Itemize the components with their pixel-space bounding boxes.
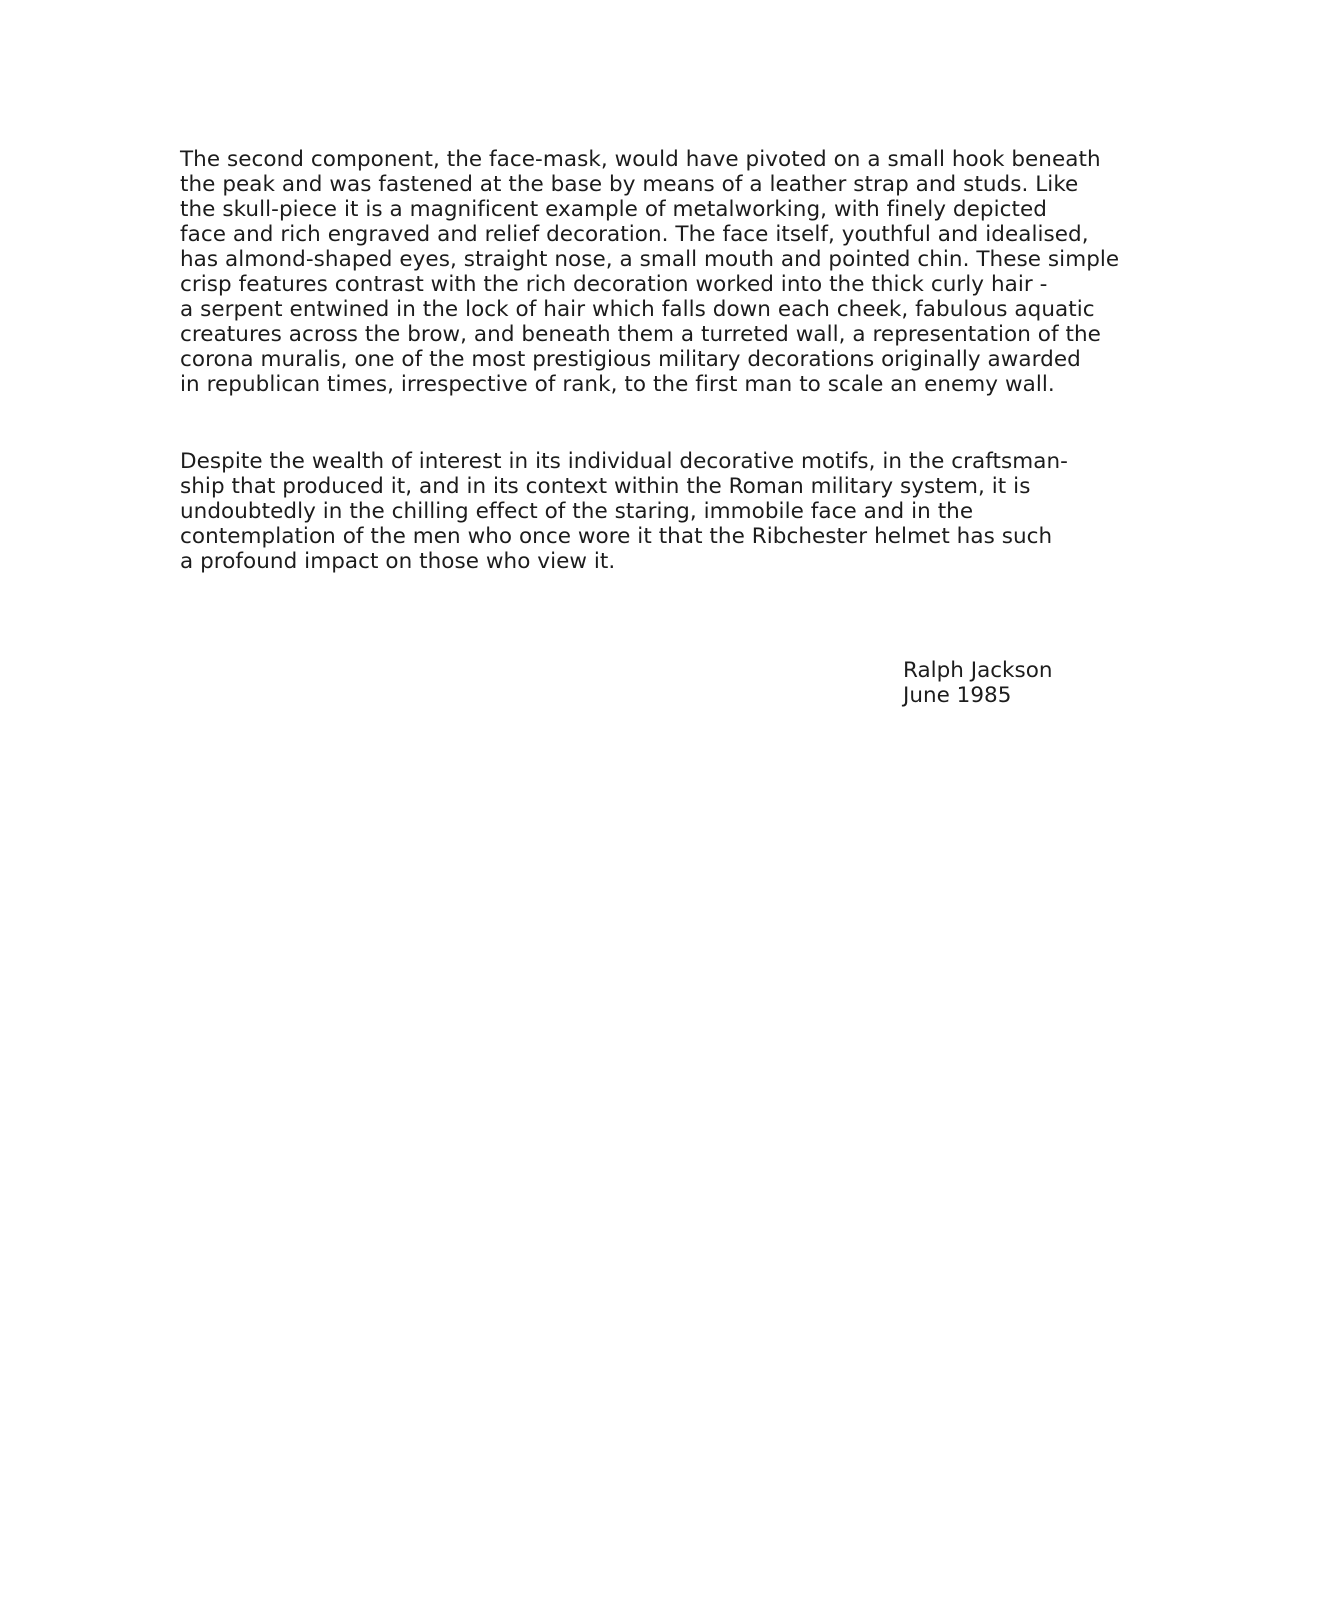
- paragraph-line: The second component, the face-mask, would have pivoted on a small hook beneath: [180, 147, 1101, 172]
- paragraph-line: the skull-piece it is a magnificent example of metalworking, with finely depicted: [180, 197, 1047, 222]
- paragraph-line: crisp features contrast with the rich decoration worked into the thick curly hair -: [180, 272, 1048, 297]
- paragraph-line: a profound impact on those who view it.: [180, 549, 616, 574]
- paragraph-line: undoubtedly in the chilling effect of the staring, immobile face and in the: [180, 499, 974, 524]
- paragraph-line: contemplation of the men who once wore it that the Ribchester helmet has such: [180, 524, 1053, 549]
- author-name: Ralph Jackson: [903, 658, 1053, 683]
- paragraph-line: creatures across the brow, and beneath them a turreted wall, a representation of the: [180, 322, 1101, 347]
- signature-date: June 1985: [903, 683, 1012, 708]
- paragraph-conclusion: [180, 449, 1068, 574]
- paragraph-line: has almond-shaped eyes, straight nose, a small mouth and pointed chin. These simple: [180, 247, 1120, 272]
- paragraph-face-mask: [180, 147, 1119, 397]
- paragraph-line: the peak and was fastened at the base by means of a leather strap and studs. Like: [180, 172, 1079, 197]
- paragraph-line: in republican times, irrespective of rank, to the first man to scale an enemy wall.: [180, 372, 1055, 397]
- paragraph-line: a serpent entwined in the lock of hair which falls down each cheek, fabulous aquatic: [180, 297, 1095, 322]
- paragraph-line: face and rich engraved and relief decoration. The face itself, youthful and idealised,: [180, 222, 1089, 247]
- paragraph-line: ship that produced it, and in its context within the Roman military system, it is: [180, 474, 1031, 499]
- paragraph-line: Despite the wealth of interest in its individual decorative motifs, in the craftsman-: [180, 449, 1068, 474]
- paragraph-line: corona muralis, one of the most prestigious military decorations originally awarded: [180, 347, 1081, 372]
- signature-block: [903, 658, 1053, 708]
